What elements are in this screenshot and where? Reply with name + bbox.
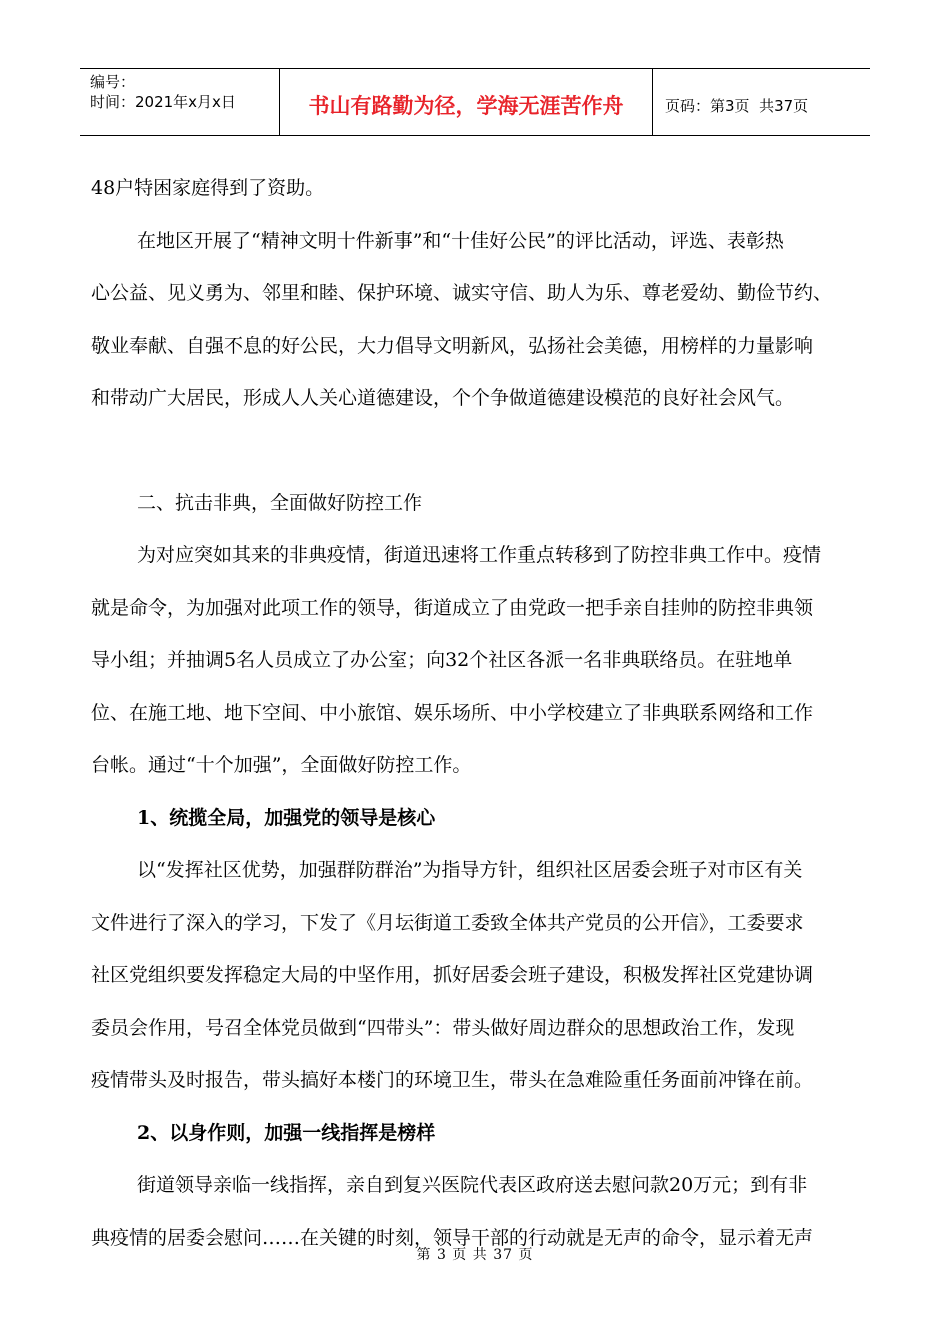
document-number-label: 编号： xyxy=(90,73,136,91)
body-line: 在地区开展了“精神文明十件新事”和“十佳好公民”的评比活动，评选、表彰热 xyxy=(137,229,784,252)
document-date: 时间：2021年x月x日 xyxy=(90,93,236,111)
body-line: 疫情带头及时报告，带头搞好本楼门的环境卫生，带头在急难险重任务面前冲锋在前。 xyxy=(91,1069,814,1091)
body-line: 和带动广大居民，形成人人关心道德建设，个个争做道德建设模范的良好社会风气。 xyxy=(91,387,795,409)
subheading: 2、以身作则，加强一线指挥是榜样 xyxy=(137,1121,436,1144)
document-body xyxy=(91,162,881,1264)
body-line: 心公益、见义勇为、邻里和睦、保护环境、诚实守信、助人为乐、尊老爱幼、勤俭节约、 xyxy=(91,282,833,304)
body-line: 敬业奉献、自强不息的好公民，大力倡导文明新风，弘扬社会美德，用榜样的力量影响 xyxy=(91,334,814,357)
body-line: 就是命令，为加强对此项工作的领导，街道成立了由党政一把手亲自挂帅的防控非典领 xyxy=(91,596,814,619)
body-line: 以“发挥社区优势，加强群防群治”为指导方针，组织社区居委会班子对市区有关 xyxy=(137,859,803,881)
body-line: 位、在施工地、地下空间、中小旅馆、娱乐场所、中小学校建立了非典联系网络和工作 xyxy=(91,701,814,724)
body-line: 委员会作用，号召全体党员做到“四带头”：带头做好周边群众的思想政治工作，发现 xyxy=(91,1016,795,1039)
header-meta xyxy=(80,69,280,135)
body-line: 街道领导亲临一线指挥，亲自到复兴医院代表区政府送去慰问款20万元；到有非 xyxy=(137,1174,808,1196)
body-line: 48户特困家庭得到了资助。 xyxy=(91,177,325,199)
header-page-info-text: 页码：第3页 共37页 xyxy=(665,96,809,115)
subheading: 1、统揽全局，加强党的领导是核心 xyxy=(137,806,436,829)
header-motto: 书山有路勤为径，学海无涯苦作舟 xyxy=(280,69,653,135)
header-page-info xyxy=(653,69,870,135)
body-line: 典疫情的居委会慰问……在关键的时刻，领导干部的行动就是无声的命令，显示着无声 xyxy=(91,1226,814,1249)
page-footer: 第 3 页 共 37 页 xyxy=(416,1247,534,1263)
page-header xyxy=(80,68,870,136)
section-heading: 二、抗击非典，全面做好防控工作 xyxy=(137,491,423,514)
body-line: 导小组；并抽调5名人员成立了办公室；向32个社区各派一名非典联络员。在驻地单 xyxy=(91,649,793,671)
body-line: 社区党组织要发挥稳定大局的中坚作用，抓好居委会班子建设，积极发挥社区党建协调 xyxy=(91,964,814,986)
body-line: 台帐。通过“十个加强”，全面做好防控工作。 xyxy=(91,754,472,776)
body-line: 文件进行了深入的学习，下发了《月坛街道工委致全体共产党员的公开信》，工委要求 xyxy=(91,911,804,934)
body-line: 为对应突如其来的非典疫情，街道迅速将工作重点转移到了防控非典工作中。疫情 xyxy=(137,544,822,566)
paragraph-gap xyxy=(91,425,881,477)
